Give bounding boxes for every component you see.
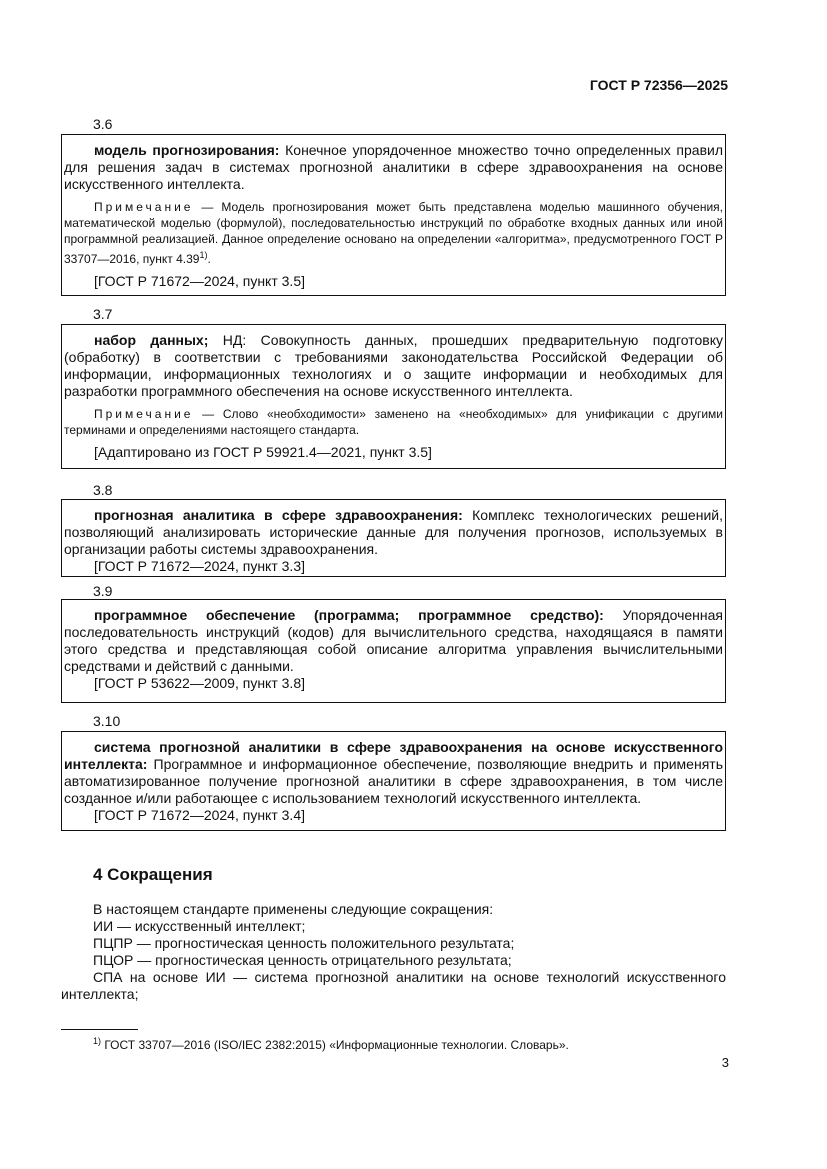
term-number: 3.8 [93,482,113,498]
list-item: СПА на основе ИИ — система прогнозной аналитики на основе технологий искусственного интеллекта; [61,969,726,1002]
term-box [61,731,726,831]
term-number: 3.10 [93,713,121,729]
term-box [61,499,726,577]
term-source: [Адаптировано из ГОСТ Р 59921.4—2021, пункт 3.5] [94,444,432,460]
term-definition: прогнозная аналитика в сфере здравоохранения: Комплекс технологических решений, позволяющий анализировать исторические данные для получения прогнозов, используемых в организации работы системы здравоохранения. [64,507,723,557]
term-name: система прогнозной аналитики в сфере здравоохранения на основе искусственного интеллекта: [64,739,723,772]
list-item: ПЦОР — прогностическая ценность отрицательного результата; [93,952,512,968]
term-note: Примечание — Модель прогнозирования может быть представлена моделью машинного обучения, математической моделью (формулой), последовательностью инструкций по обработке входных данных или иной программной реализацией. Данное определение основано на определении «алгоритма», предусмотренного ГОСТ Р 33707—2016, пункт 4.39$^{1)}$. [64,200,723,266]
term-box [61,134,726,296]
term-source: [ГОСТ Р 71672—2024, пункт 3.5] [94,273,305,289]
footnote-divider [61,1029,138,1030]
term-number: 3.7 [93,306,113,322]
document-id: ГОСТ Р 72356—2025 [589,77,728,93]
page-number: 3 [721,1055,729,1070]
term-definition: модель прогнозирования: Конечное упорядоченное множество точно определенных правил для решения задач в системах прогнозной аналитики в сфере здравоохранения на основе искусственного интеллекта. [64,142,723,192]
term-name: прогнозная аналитика в сфере здравоохранения: [94,507,463,523]
term-box [61,599,726,703]
term-number: 3.9 [93,583,113,599]
term-source: [ГОСТ Р 53622—2009, пункт 3.8] [94,675,305,691]
term-definition: программное обеспечение (программа; программное средство): Упорядоченная последовательность инструкций (кодов) для вычислительного средства, находящаяся в памяти этого средства и представляющая собой описание алгоритма управления вычислительными средствами и действий с данными. [64,607,723,674]
footnote-ref: 1) [199,250,208,260]
term-source: [ГОСТ Р 71672—2024, пункт 3.4] [94,807,305,823]
footnote: $^{1)}$ ГОСТ 33707—2016 (ISO/IEC 2382:2015) «Информационные технологии. Словарь». [93,1036,569,1052]
term-number: 3.6 [93,116,113,132]
term-source: [ГОСТ Р 71672—2024, пункт 3.3] [94,558,305,574]
term-name: программное обеспечение (программа; программное средство): [94,607,604,623]
abbreviations-intro: В настоящем стандарте применены следующие сокращения: [93,901,494,917]
footnote-mark: 1) [93,1036,102,1046]
term-definition: система прогнозной аналитики в сфере здравоохранения на основе искусственного интеллекта: Программное и информационное обеспечение, позволяющие внедрить и применять автоматизированное получение прогнозной аналитики в сфере здравоохранения, в том числе созданное и/или работающее с использованием технологий искусственного интеллекта. [64,739,723,806]
term-box [61,324,726,469]
term-definition: набор данных; НД: Совокупность данных, прошедших предварительную подготовку (обработку) в соответствии с требованиями законодательства Российской Федерации об информации, информационных технологиях и о защите информации и необходимых для разработки программного обеспечения на основе искусственного интеллекта. [64,332,723,399]
section-title: 4 Сокращения [93,865,213,884]
abbreviations-list [61,901,726,1003]
term-name: модель прогнозирования: [94,142,280,158]
list-item: ПЦПР — прогностическая ценность положительного результата; [93,935,515,951]
list-item: ИИ — искусственный интеллект; [93,918,306,934]
term-name: набор данных; [94,332,209,348]
term-note: Примечание — Слово «необходимости» заменено на «необходимых» для унификации с другими терминами и определениями настоящего стандарта. [64,407,723,437]
